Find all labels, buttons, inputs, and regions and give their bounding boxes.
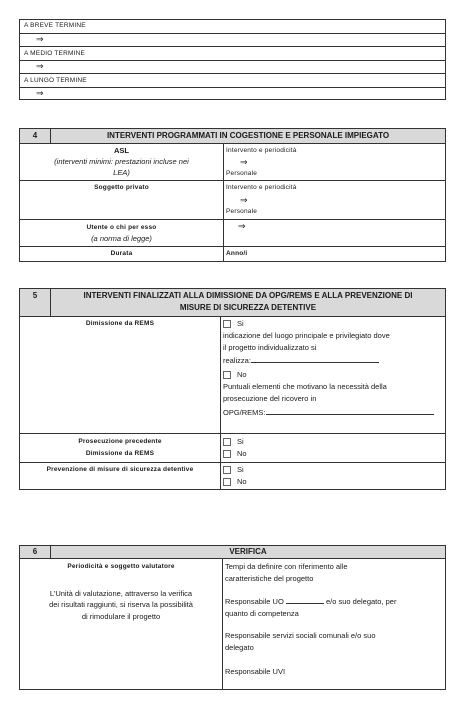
option-no <box>223 476 445 488</box>
puntuali-line-2: prosecuzione del ricovero in <box>223 393 317 403</box>
asl-subtitle-1: (interventi minimi: prestazioni incluse nei <box>54 157 189 166</box>
tempi-line-2: caratteristiche del progetto <box>225 573 314 583</box>
unita-text-2: dei risultati raggiunti, si riserva la possibilità <box>49 600 193 609</box>
row-lungo-arrow <box>20 87 445 99</box>
row-privato <box>20 180 445 219</box>
indicazione-line-1: indicazione del luogo principale e privilegiato dove <box>223 330 390 340</box>
section-header <box>20 129 445 143</box>
label-breve: A BREVE TERMINE <box>24 22 86 29</box>
row-asl <box>20 143 445 180</box>
row-breve-arrow <box>20 33 445 46</box>
row-prevenzione <box>20 462 445 489</box>
resp-uo-line <box>225 595 445 608</box>
checkbox-no[interactable] <box>223 450 231 458</box>
periodicita-title: Periodicità e soggetto valutatore <box>67 563 175 570</box>
puntuali-line-3 <box>223 405 445 419</box>
row-medio <box>20 46 445 60</box>
utente-subtitle: (a norma di legge) <box>91 234 152 243</box>
unita-text-1: L’Unità di valutazione, attraverso la verifica <box>49 588 193 598</box>
prosecuzione-cell <box>20 434 221 462</box>
utente-title: Utente o chi per esso <box>86 224 157 231</box>
resp-uo-competenza: quanto di competenza <box>225 608 299 618</box>
opg-rems-label: OPG/REMS: <box>223 407 266 417</box>
row-dimissione-rems <box>20 316 445 433</box>
table-dimissione <box>19 288 446 490</box>
row-lungo <box>20 73 445 87</box>
table-interventi-programmati <box>19 128 446 262</box>
intervento-label: Intervento e periodicità <box>226 184 297 191</box>
section-title: VERIFICA <box>229 547 267 556</box>
opg-rems-blank-line[interactable] <box>266 405 434 415</box>
dimissione-title: Dimissione da REMS <box>20 317 221 433</box>
checkbox-si[interactable] <box>223 320 231 328</box>
asl-right-cell <box>222 144 445 180</box>
option-no <box>223 448 445 460</box>
checkbox-no[interactable] <box>223 478 231 486</box>
arrow-icon: ⇒ <box>240 157 248 167</box>
section-header <box>20 289 445 316</box>
verifica-right-cell <box>221 559 445 689</box>
section-title <box>51 289 445 316</box>
durata-title: Durata <box>20 247 224 261</box>
section-title: INTERVENTI PROGRAMMATI IN COGESTIONE E PERSONALE IMPIEGATO <box>106 131 390 140</box>
prosecuzione-line-1: Prosecuzione precedente <box>78 438 162 445</box>
resp-ss-line-2: delegato <box>225 642 254 652</box>
resp-uo-label: Responsabile UO <box>225 597 284 606</box>
tempi-line-1: Tempi da definire con riferimento alle <box>225 562 348 571</box>
prosecuzione-line-2: Dimissione da REMS <box>85 450 155 457</box>
personale-label: Personale <box>226 170 258 177</box>
section-number: 4 <box>20 129 51 143</box>
section-number: 5 <box>20 289 51 316</box>
section-title-line-2: MISURE DI SICUREZZA DETENTIVE <box>179 303 317 312</box>
prosecuzione-options <box>219 434 445 462</box>
arrow-icon: ⇒ <box>238 221 246 231</box>
realizza-label: realizza: <box>223 356 251 366</box>
option-si <box>223 318 445 330</box>
row-prosecuzione <box>20 433 445 462</box>
arrow-icon: ⇒ <box>240 195 248 205</box>
checkbox-si[interactable] <box>223 438 231 446</box>
option-no-label: No <box>237 449 247 458</box>
arrow-icon: ⇒ <box>36 34 44 44</box>
resp-uvi: Responsabile UVI <box>225 667 286 676</box>
resp-ss-line-1: Responsabile servizi sociali comunali e/o suo <box>225 631 376 640</box>
table-verifica <box>19 545 446 690</box>
intervento-label: Intervento e periodicità <box>226 147 297 154</box>
unita-text-3: di rimodulare il progetto <box>81 611 161 621</box>
privato-right-cell <box>222 181 445 219</box>
verifica-left-cell <box>20 559 223 689</box>
utente-cell <box>20 220 224 246</box>
indicazione-line-2: il progetto individualizzato si <box>223 342 317 352</box>
option-si-label: Si <box>237 465 244 474</box>
option-si-label: Si <box>237 437 244 446</box>
anno-label: Anno/i <box>226 250 248 257</box>
asl-cell <box>20 144 224 180</box>
asl-subtitle-2: LEA) <box>113 168 130 177</box>
personale-label: Personale <box>226 208 258 215</box>
row-medio-arrow <box>20 60 445 73</box>
resp-uo-blank-line[interactable] <box>286 595 324 604</box>
option-si <box>223 464 445 476</box>
section-header <box>20 546 445 558</box>
label-lungo: A LUNGO TERMINE <box>24 77 87 84</box>
dimissione-right-cell <box>219 317 445 433</box>
prevenzione-options <box>219 463 445 489</box>
row-verifica <box>20 558 445 689</box>
row-durata <box>20 246 445 261</box>
row-utente <box>20 219 445 246</box>
indicazione-line-3 <box>223 353 445 367</box>
option-si-label: Si <box>237 319 244 328</box>
section-number: 6 <box>20 546 51 558</box>
realizza-blank-line[interactable] <box>251 353 379 363</box>
option-no <box>223 369 445 381</box>
option-no-label: No <box>237 370 247 380</box>
label-medio: A MEDIO TERMINE <box>24 50 86 57</box>
privato-title: Soggetto privato <box>20 181 224 219</box>
checkbox-no[interactable] <box>223 371 231 379</box>
arrow-icon: ⇒ <box>36 88 44 98</box>
asl-title: ASL <box>114 146 129 155</box>
table-timeframes <box>19 19 446 100</box>
option-si <box>223 436 445 448</box>
option-no-label: No <box>237 477 247 486</box>
resp-uo-suffix: e/o suo delegato, per <box>325 597 397 606</box>
puntuali-line-1: Puntuali elementi che motivano la necessità della <box>223 381 387 391</box>
checkbox-si[interactable] <box>223 466 231 474</box>
prevenzione-title: Prevenzione di misure di sicurezza detentive <box>20 463 221 489</box>
section-title-line-1: INTERVENTI FINALIZZATI ALLA DIMISSIONE DA OPG/REMS E ALLA PREVENZIONE DI <box>83 291 413 300</box>
row-breve <box>20 20 445 33</box>
arrow-icon: ⇒ <box>36 61 44 71</box>
